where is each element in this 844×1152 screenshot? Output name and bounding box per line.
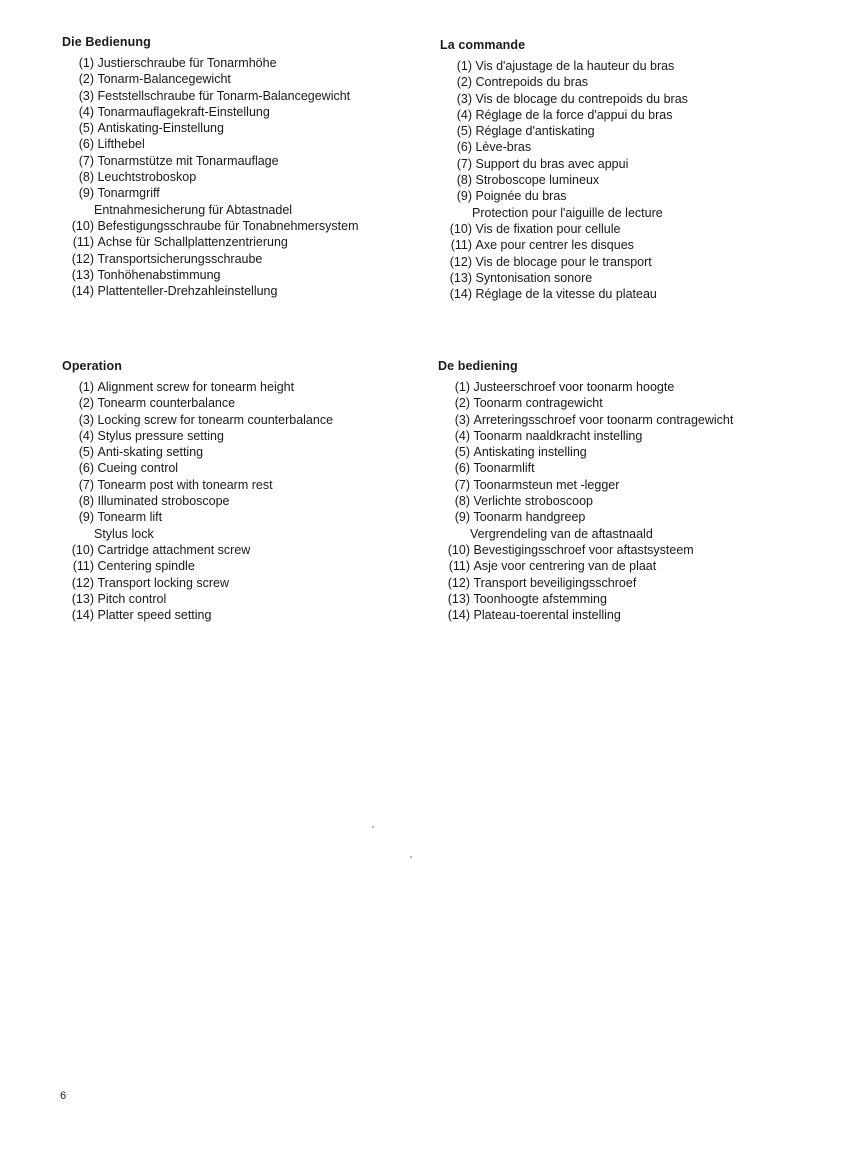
item-text: Vis de blocage pour le transport xyxy=(475,254,652,269)
section-heading-dutch: De bediening xyxy=(438,359,518,373)
item-number: (8) xyxy=(78,170,94,185)
item-text: Tonearm counterbalance xyxy=(97,396,236,411)
list-item xyxy=(440,286,830,302)
item-text: Tonarmgriff xyxy=(97,186,160,201)
item-number: (7) xyxy=(78,477,94,492)
list-item xyxy=(440,58,830,74)
item-text: Toonhoogte afstemming xyxy=(473,591,607,606)
list-item xyxy=(438,607,828,623)
item-number: (9) xyxy=(454,510,470,525)
item-text: Support du bras avec appui xyxy=(475,156,629,171)
list-item xyxy=(438,477,828,493)
list-item xyxy=(438,558,828,574)
section-german xyxy=(62,35,452,299)
section-dutch xyxy=(438,359,828,623)
list-item xyxy=(62,558,452,574)
section-french xyxy=(440,38,830,302)
item-number: (1) xyxy=(454,380,470,394)
item-number: (10) xyxy=(71,218,94,233)
item-text: Befestigungsschraube für Tonabnehmersystem xyxy=(97,218,359,233)
list-item xyxy=(62,55,452,71)
item-text: Vis d'ajustage de la hauteur du bras xyxy=(475,59,675,73)
item-number: (1) xyxy=(78,56,94,70)
item-number: (9) xyxy=(78,510,94,525)
item-number: (1) xyxy=(456,59,472,73)
item-text: Toonarmsteun met -legger xyxy=(473,477,620,492)
item-list-french xyxy=(440,58,830,302)
item-number: (1) xyxy=(78,380,94,394)
list-item xyxy=(62,509,452,542)
item-number: (14) xyxy=(71,608,94,623)
list-item xyxy=(440,221,830,237)
item-number: (3) xyxy=(78,412,94,427)
list-item xyxy=(440,107,830,123)
scan-speck xyxy=(410,856,412,858)
item-text: Tonhöhenabstimmung xyxy=(97,267,221,282)
list-item xyxy=(438,509,828,542)
list-item xyxy=(62,607,452,623)
item-text: Justeerschroef voor toonarm hoogte xyxy=(473,380,675,394)
list-item xyxy=(440,123,830,139)
item-text: Anti-skating setting xyxy=(97,445,204,460)
item-text: Lifthebel xyxy=(97,137,145,152)
list-item xyxy=(62,395,452,411)
page-number: 6 xyxy=(60,1090,67,1102)
list-item xyxy=(62,591,452,607)
item-number: (12) xyxy=(71,575,94,590)
item-number: (2) xyxy=(456,75,472,90)
item-subtext: Stylus lock xyxy=(94,526,154,541)
item-text: Plattenteller-Drehzahleinstellung xyxy=(97,284,278,299)
item-text: Platter speed setting xyxy=(97,608,212,623)
item-list-german xyxy=(62,55,452,299)
item-text: Achse für Schallplattenzentrierung xyxy=(97,235,288,250)
item-number: (7) xyxy=(454,477,470,492)
list-item xyxy=(440,139,830,155)
section-heading-english: Operation xyxy=(62,359,122,373)
item-number: (9) xyxy=(78,186,94,201)
item-number: (7) xyxy=(456,156,472,171)
list-item xyxy=(438,395,828,411)
item-text: Locking screw for tonearm counterbalance xyxy=(97,412,334,427)
list-item xyxy=(62,267,452,283)
item-text: Contrepoids du bras xyxy=(475,75,589,90)
list-item xyxy=(62,71,452,87)
item-text: Réglage de la force d'appui du bras xyxy=(475,107,673,122)
item-number: (4) xyxy=(78,104,94,119)
item-text: Alignment screw for tonearm height xyxy=(97,380,295,394)
list-item xyxy=(440,237,830,253)
item-text: Justierschraube für Tonarmhöhe xyxy=(97,56,277,70)
item-number: (7) xyxy=(78,153,94,168)
list-item xyxy=(62,444,452,460)
item-number: (10) xyxy=(447,542,470,557)
item-text: Tonarmauflagekraft-Einstellung xyxy=(97,104,270,119)
list-item xyxy=(438,575,828,591)
item-text: Plateau-toerental instelling xyxy=(473,608,621,623)
list-item xyxy=(62,493,452,509)
item-number: (2) xyxy=(78,72,94,87)
item-number: (13) xyxy=(71,267,94,282)
item-text: Lève-bras xyxy=(475,140,532,155)
item-text: Antiskating-Einstellung xyxy=(97,121,224,136)
list-item xyxy=(62,153,452,169)
item-text: Toonarm naaldkracht instelling xyxy=(473,428,643,443)
list-item xyxy=(440,172,830,188)
list-item xyxy=(62,120,452,136)
item-number: (6) xyxy=(78,137,94,152)
item-number: (5) xyxy=(78,121,94,136)
item-text: Transport locking screw xyxy=(97,575,230,590)
item-text: Tonearm post with tonearm rest xyxy=(97,477,273,492)
item-number: (12) xyxy=(447,575,470,590)
item-text: Transport beveiligingsschroef xyxy=(473,575,637,590)
item-number: (8) xyxy=(78,494,94,509)
item-number: (14) xyxy=(449,287,472,302)
item-number: (6) xyxy=(78,461,94,476)
item-subtext: Vergrendeling van de aftastnaald xyxy=(470,526,653,541)
list-item xyxy=(62,169,452,185)
item-text: Stroboscope lumineux xyxy=(475,173,600,188)
item-number: (10) xyxy=(449,221,472,236)
item-text: Cueing control xyxy=(97,461,179,476)
item-text: Centering spindle xyxy=(97,559,195,574)
item-number: (8) xyxy=(454,494,470,509)
item-number: (11) xyxy=(450,238,472,253)
list-item xyxy=(62,104,452,120)
item-number: (2) xyxy=(78,396,94,411)
item-text: Leuchtstroboskop xyxy=(97,170,197,185)
list-item xyxy=(440,91,830,107)
list-item xyxy=(440,74,830,90)
item-number: (6) xyxy=(454,461,470,476)
list-item xyxy=(440,188,830,221)
list-item xyxy=(62,428,452,444)
item-text: Tonarm-Balancegewicht xyxy=(97,72,231,87)
item-text: Toonarm handgreep xyxy=(473,510,586,525)
item-number: (2) xyxy=(454,396,470,411)
item-number: (13) xyxy=(449,270,472,285)
item-text: Transportsicherungsschraube xyxy=(97,251,263,266)
item-number: (13) xyxy=(71,591,94,606)
list-item xyxy=(440,270,830,286)
section-english xyxy=(62,359,452,623)
item-number: (4) xyxy=(78,428,94,443)
item-number: (12) xyxy=(449,254,472,269)
list-item xyxy=(438,379,828,395)
list-item xyxy=(62,88,452,104)
list-item xyxy=(62,218,452,234)
item-number: (3) xyxy=(454,412,470,427)
item-text: Bevestigingsschroef voor aftastsysteem xyxy=(473,542,694,557)
item-number: (13) xyxy=(447,591,470,606)
list-item xyxy=(62,412,452,428)
item-list-dutch xyxy=(438,379,828,623)
item-subtext: Entnahmesicherung für Abtastnadel xyxy=(94,202,293,217)
item-text: Vis de blocage du contrepoids du bras xyxy=(475,91,688,106)
item-number: (5) xyxy=(454,445,470,460)
item-number: (11) xyxy=(72,235,94,250)
list-item xyxy=(62,283,452,299)
item-number: (14) xyxy=(71,284,94,299)
list-item xyxy=(438,591,828,607)
item-number: (14) xyxy=(447,608,470,623)
list-item xyxy=(62,575,452,591)
item-text: Cartridge attachment screw xyxy=(97,542,251,557)
list-item xyxy=(62,136,452,152)
list-item xyxy=(438,493,828,509)
section-heading-german: Die Bedienung xyxy=(62,35,151,49)
item-subtext: Protection pour l'aiguille de lecture xyxy=(472,205,663,220)
list-item xyxy=(62,379,452,395)
list-item xyxy=(438,444,828,460)
item-number: (4) xyxy=(454,428,470,443)
list-item xyxy=(438,428,828,444)
list-item xyxy=(438,412,828,428)
item-text: Antiskating instelling xyxy=(473,445,587,460)
item-text: Syntonisation sonore xyxy=(475,270,593,285)
item-number: (9) xyxy=(456,189,472,204)
item-number: (12) xyxy=(71,251,94,266)
item-text: Verlichte stroboscoop xyxy=(473,494,593,509)
item-text: Pitch control xyxy=(97,591,167,606)
list-item xyxy=(62,542,452,558)
item-number: (4) xyxy=(456,107,472,122)
item-text: Stylus pressure setting xyxy=(97,428,224,443)
item-text: Asje voor centrering van de plaat xyxy=(473,559,657,574)
item-number: (3) xyxy=(456,91,472,106)
item-number: (5) xyxy=(456,124,472,139)
item-text: Vis de fixation pour cellule xyxy=(475,221,621,236)
item-text: Feststellschraube für Tonarm-Balancegewicht xyxy=(97,88,351,103)
list-item xyxy=(62,251,452,267)
item-text: Tonarmstütze mit Tonarmauflage xyxy=(97,153,279,168)
item-text: Toonarmlift xyxy=(473,461,535,476)
scan-speck xyxy=(372,826,374,828)
item-number: (3) xyxy=(78,88,94,103)
item-text: Axe pour centrer les disques xyxy=(475,238,634,253)
item-number: (5) xyxy=(78,445,94,460)
list-item xyxy=(62,460,452,476)
item-text: Illuminated stroboscope xyxy=(97,494,230,509)
list-item xyxy=(440,254,830,270)
item-number: (11) xyxy=(72,559,94,574)
list-item xyxy=(438,542,828,558)
item-list-english xyxy=(62,379,452,623)
list-item xyxy=(438,460,828,476)
list-item xyxy=(62,234,452,250)
item-number: (6) xyxy=(456,140,472,155)
list-item xyxy=(440,156,830,172)
item-text: Poignée du bras xyxy=(475,189,567,204)
item-text: Tonearm lift xyxy=(97,510,163,525)
item-number: (10) xyxy=(71,542,94,557)
item-text: Arreteringsschroef voor toonarm contragewicht xyxy=(473,412,734,427)
list-item xyxy=(62,477,452,493)
item-text: Réglage de la vitesse du plateau xyxy=(475,287,657,302)
item-number: (11) xyxy=(448,559,470,574)
item-text: Réglage d'antiskating xyxy=(475,124,595,139)
section-heading-french: La commande xyxy=(440,38,526,52)
item-text: Toonarm contragewicht xyxy=(473,396,603,411)
item-number: (8) xyxy=(456,173,472,188)
list-item xyxy=(62,185,452,218)
